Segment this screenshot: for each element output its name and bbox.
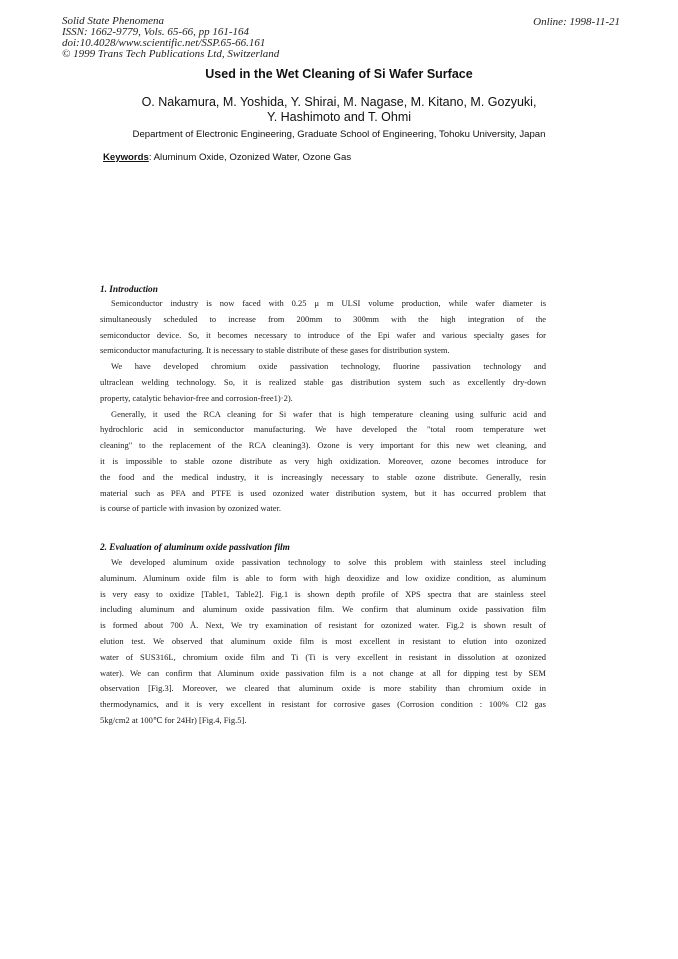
authors-line-1: O. Nakamura, M. Yoshida, Y. Shirai, M. Nagase, M. Kitano, M. Gozyuki, [141,95,537,109]
text-line: aluminum. Aluminum oxide film is able to form with high deoxidize and low oxidize condition, as aluminum [100,572,546,583]
copyright-line: © 1999 Trans Tech Publications Ltd, Switzerland [62,48,280,60]
text-line: the food and the medical industry, it is increasingly necessary to stable ozone distribute. Generally, resin [100,471,546,482]
section-1-body [100,296,546,517]
section-2-body [100,555,546,729]
text-line: is formed about 700 Å. Next, We try examination of resistant for ozonized water. Fig.2 is shown result of [100,620,546,631]
section-2-heading: 2. Evaluation of aluminum oxide passivation film [100,543,290,553]
text-line: water of SUS316L, chromium oxide film and Ti (Ti is very excellent in resistant in dissolution at ozonized [100,651,546,662]
text-line: hydrochloric acid in semiconductor manufacturing. We have developed the "total room temperature wet [100,424,546,435]
text-line: We have developed chromium oxide passivation technology, fluorine passivation technology and [111,361,546,372]
text-line: water). We can confirm that Aluminum oxide passivation film is a not change at all for dipping test by SEM [100,667,546,678]
text-line: is very easy to oxidize [Table1, Table2]. Fig.1 is shown depth profile of XPS spectra that are stainless steel [100,588,546,599]
text-line: Generally, it used the RCA cleaning for Si wafer that is high temperature cleaning using sulfuric acid and [111,408,546,419]
keywords-label: Keywords [103,152,149,163]
text-line: observation [Fig.3]. Moreover, we cleared that aluminum oxide is more stability than chromium oxide in [100,683,546,694]
affiliation: Department of Electronic Engineering, Graduate School of Engineering, Tohoku University, Japan [132,129,546,140]
text-line: is course of particle with invasion by ozonized water. [100,503,282,514]
text-line: Semiconductor industry is now faced with 0.25 μ m ULSI volume production, while wafer diameter is [111,298,546,308]
authors-line-2: Y. Hashimoto and T. Ohmi [266,110,412,124]
author-list [0,95,678,125]
keywords-value: : Aluminum Oxide, Ozonized Water, Ozone Gas [148,152,352,163]
text-line: semiconductor manufacturing. It is necessary to stable distribute of these gases for distribution system. [100,345,450,356]
text-line: ultraclean welding technology. So, it is realized stable gas distribution system such as excellently dry-down [100,376,546,387]
text-line: simultaneously scheduled to increase from 200mm to 300mm with the high integration of the [100,313,546,324]
text-line: including aluminum and aluminum oxide passivation film. We confirm that aluminum oxide passivation film [100,604,546,615]
text-line: 5kg/cm2 at 100℃ for 24Hr) [Fig.4, Fig.5]. [100,714,247,725]
journal-name: Solid State Phenomena [62,15,165,27]
section-1-heading: 1. Introduction [100,285,158,295]
text-line: property, catalytic behavior-free and corrosion-free1)·2). [100,392,293,403]
text-line: elution test. We observed that aluminum oxide film is most excellent in resistant to elution into ozonized [100,635,546,646]
doi-line: doi:10.4028/www.scientific.net/SSP.65-66.161 [62,37,266,49]
paper-title: Used in the Wet Cleaning of Si Wafer Surface [205,67,473,81]
issn-line: ISSN: 1662-9779, Vols. 65-66, pp 161-164 [62,26,249,38]
keywords [103,152,351,163]
journal-header [62,16,279,60]
text-line: semiconductor device. So, it becomes necessary to introduce of the Epi wafer and various specialty gases for [100,329,546,340]
text-line: material such as PFA and PTFE is used ozonized water distribution system, but it has occurred problem that [100,487,546,498]
text-line: it is impossible to stable ozone distribute as very high oxidization. Moreover, ozone becomes introduce for [100,455,546,466]
text-line: thermodynamics, and it is very excellent in resistant for corrosive gases (Corrosion condition : 100% Cl2 gas [100,699,546,710]
text-line: cleaning" to the replacement of the RCA cleaning3). Ozone is very important for this new wet cleaning, and [100,440,546,451]
online-date: Online: 1998-11-21 [533,16,620,28]
text-line: We developed aluminum oxide passivation technology to solve this problem with stainless steel including [111,557,546,567]
